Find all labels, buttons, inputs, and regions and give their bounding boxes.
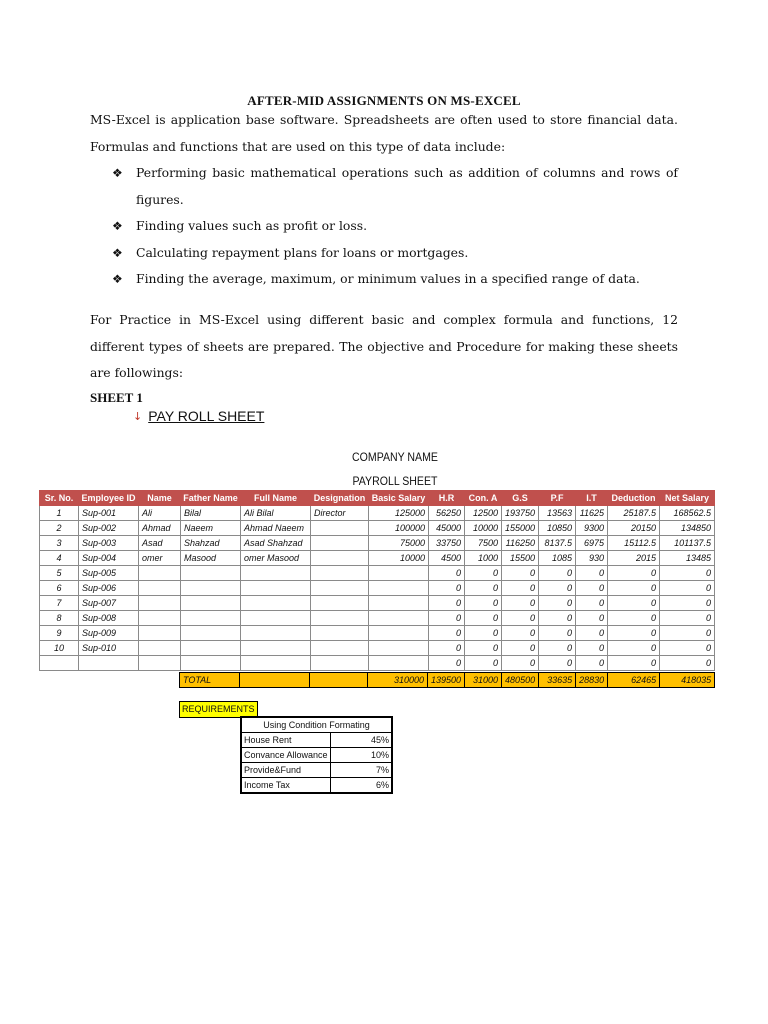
table-cell[interactable]: 4 — [40, 551, 79, 566]
table-cell[interactable]: 0 — [502, 656, 539, 671]
table-cell[interactable]: Ahmad — [139, 521, 181, 536]
table-cell[interactable]: Director — [311, 506, 369, 521]
table-cell[interactable]: 0 — [660, 566, 715, 581]
table-row — [40, 506, 715, 521]
table-cell[interactable] — [181, 596, 241, 611]
table-cell[interactable]: Naeem — [181, 521, 241, 536]
table-cell[interactable] — [241, 626, 311, 641]
table-cell[interactable]: 0 — [576, 596, 608, 611]
table-cell[interactable]: Bilal — [181, 506, 241, 521]
bullet-text: Performing basic mathematical operations such as addition of columns and rows of figures. — [136, 165, 678, 207]
table-cell[interactable]: Sup-009 — [79, 626, 139, 641]
company-name: COMPANY NAME — [352, 450, 438, 464]
table-cell[interactable]: 0 — [576, 566, 608, 581]
table-cell[interactable]: 0 — [576, 581, 608, 596]
total-cell[interactable] — [240, 673, 310, 688]
table-cell[interactable]: 33750 — [429, 536, 465, 551]
table-cell[interactable]: 8137.5 — [539, 536, 576, 551]
column-header: Net Salary — [660, 491, 715, 506]
payroll-sheet-label: PAY ROLL SHEET — [148, 408, 265, 424]
bullet-item — [112, 240, 678, 267]
table-cell[interactable]: 3 — [40, 536, 79, 551]
table-cell[interactable] — [139, 641, 181, 656]
table-cell[interactable] — [139, 656, 181, 671]
table-cell[interactable] — [369, 656, 429, 671]
table-row — [40, 596, 715, 611]
table-cell[interactable]: 0 — [502, 596, 539, 611]
table-cell[interactable] — [311, 521, 369, 536]
table-cell[interactable]: 193750 — [502, 506, 539, 521]
table-cell[interactable]: 0 — [429, 626, 465, 641]
total-cell[interactable]: 139500 — [428, 673, 465, 688]
table-cell[interactable] — [241, 596, 311, 611]
table-cell[interactable] — [311, 566, 369, 581]
table-cell[interactable]: 13485 — [660, 551, 715, 566]
table-cell[interactable]: 0 — [539, 641, 576, 656]
table-cell[interactable]: 0 — [660, 611, 715, 626]
table-cell[interactable] — [241, 611, 311, 626]
table-cell[interactable]: 0 — [465, 566, 502, 581]
table-cell[interactable] — [369, 581, 429, 596]
total-cell[interactable] — [310, 673, 368, 688]
requirements-row — [241, 763, 392, 778]
column-header: Sr. No. — [40, 491, 79, 506]
table-cell[interactable]: Ali — [139, 506, 181, 521]
bullet-list — [112, 160, 678, 293]
table-cell[interactable] — [241, 566, 311, 581]
requirement-value[interactable]: 10% — [330, 748, 392, 763]
table-cell[interactable]: 0 — [502, 626, 539, 641]
table-cell[interactable]: Sup-008 — [79, 611, 139, 626]
table-cell[interactable]: 0 — [465, 581, 502, 596]
requirements-row — [241, 778, 392, 794]
requirements-table — [240, 716, 393, 794]
column-header: Employee ID — [79, 491, 139, 506]
table-cell[interactable]: 10000 — [369, 551, 429, 566]
column-header: Full Name — [241, 491, 311, 506]
table-cell[interactable]: 10000 — [465, 521, 502, 536]
bullet-text: Finding the average, maximum, or minimum values in a specified range of data. — [136, 271, 640, 286]
column-header: Basic Salary — [369, 491, 429, 506]
requirement-label[interactable]: Convance Allowance — [241, 748, 330, 763]
table-cell[interactable] — [311, 596, 369, 611]
table-cell[interactable]: Sup-002 — [79, 521, 139, 536]
table-cell[interactable]: 5 — [40, 566, 79, 581]
table-cell[interactable] — [139, 581, 181, 596]
table-cell[interactable]: 0 — [660, 596, 715, 611]
table-cell[interactable]: 75000 — [369, 536, 429, 551]
table-cell[interactable]: 0 — [608, 611, 660, 626]
table-cell[interactable]: 0 — [539, 596, 576, 611]
table-cell[interactable] — [311, 641, 369, 656]
total-cell[interactable]: 31000 — [465, 673, 502, 688]
bullet-item — [112, 266, 678, 293]
total-row-table — [179, 672, 715, 688]
bullet-item — [112, 160, 678, 213]
table-cell[interactable]: 2 — [40, 521, 79, 536]
table-cell[interactable]: 7 — [40, 596, 79, 611]
diamond-bullet-icon: ❖ — [112, 166, 123, 180]
table-row — [40, 521, 715, 536]
table-cell[interactable]: 11625 — [576, 506, 608, 521]
table-cell[interactable]: 0 — [539, 656, 576, 671]
table-cell[interactable] — [139, 626, 181, 641]
table-cell[interactable]: Sup-005 — [79, 566, 139, 581]
requirement-value[interactable]: 7% — [330, 763, 392, 778]
table-cell[interactable] — [40, 656, 79, 671]
table-cell[interactable]: 930 — [576, 551, 608, 566]
table-cell[interactable]: 125000 — [369, 506, 429, 521]
table-cell[interactable]: 0 — [502, 566, 539, 581]
table-cell[interactable]: 0 — [608, 626, 660, 641]
requirements-header-row — [241, 717, 392, 733]
table-cell[interactable]: Asad Shahzad — [241, 536, 311, 551]
column-header: Name — [139, 491, 181, 506]
table-cell[interactable] — [369, 626, 429, 641]
total-label[interactable]: TOTAL — [180, 673, 240, 688]
table-cell[interactable]: 0 — [608, 641, 660, 656]
table-cell[interactable]: 0 — [576, 611, 608, 626]
table-cell[interactable]: 56250 — [429, 506, 465, 521]
table-cell[interactable]: 9300 — [576, 521, 608, 536]
table-row — [40, 536, 715, 551]
diamond-bullet-icon: ❖ — [112, 245, 123, 260]
document-title: AFTER-MID ASSIGNMENTS ON MS-EXCEL — [247, 93, 521, 108]
column-header: Deduction — [608, 491, 660, 506]
column-header: P.F — [539, 491, 576, 506]
bullet-text: Finding values such as profit or loss. — [136, 218, 368, 233]
table-cell[interactable]: 0 — [465, 596, 502, 611]
table-cell[interactable] — [241, 656, 311, 671]
requirements-header: Using Condition Formating — [241, 717, 392, 733]
total-cell[interactable]: 28830 — [576, 673, 608, 688]
table-cell[interactable]: 0 — [576, 626, 608, 641]
table-cell[interactable]: 0 — [465, 611, 502, 626]
table-cell[interactable]: Sup-007 — [79, 596, 139, 611]
table-cell[interactable]: Sup-003 — [79, 536, 139, 551]
table-row — [40, 641, 715, 656]
table-cell[interactable]: 0 — [576, 641, 608, 656]
table-cell[interactable]: 10 — [40, 641, 79, 656]
table-cell[interactable]: 45000 — [429, 521, 465, 536]
table-cell[interactable]: 15500 — [502, 551, 539, 566]
diamond-bullet-icon: ❖ — [112, 219, 123, 233]
table-row — [40, 551, 715, 566]
table-cell[interactable] — [241, 641, 311, 656]
table-cell[interactable]: 12500 — [465, 506, 502, 521]
table-row — [40, 626, 715, 641]
table-cell[interactable]: 15112.5 — [608, 536, 660, 551]
column-header: G.S — [502, 491, 539, 506]
table-cell[interactable]: 0 — [429, 581, 465, 596]
table-cell[interactable]: omer Masood — [241, 551, 311, 566]
requirement-label[interactable]: Income Tax — [241, 778, 330, 794]
requirements-label: REQUIREMENTS — [179, 701, 258, 718]
table-cell[interactable] — [79, 656, 139, 671]
table-cell[interactable]: 0 — [539, 611, 576, 626]
requirement-label[interactable]: House Rent — [241, 733, 330, 748]
requirements-row — [241, 733, 392, 748]
total-cell[interactable]: 480500 — [502, 673, 539, 688]
bullet-item — [112, 213, 678, 240]
table-cell[interactable]: 13563 — [539, 506, 576, 521]
table-cell[interactable]: Sup-010 — [79, 641, 139, 656]
table-cell[interactable]: 168562.5 — [660, 506, 715, 521]
table-cell[interactable]: Asad — [139, 536, 181, 551]
table-cell[interactable]: 6 — [40, 581, 79, 596]
table-cell[interactable]: 134850 — [660, 521, 715, 536]
table-cell[interactable]: 1085 — [539, 551, 576, 566]
payroll-sheet-link[interactable] — [133, 408, 264, 425]
table-cell[interactable]: Masood — [181, 551, 241, 566]
table-cell[interactable]: 7500 — [465, 536, 502, 551]
arrow-down-icon: ↓ — [133, 410, 143, 423]
requirements-row — [241, 748, 392, 763]
total-cell[interactable]: 310000 — [368, 673, 428, 688]
table-cell[interactable] — [139, 596, 181, 611]
table-row — [40, 581, 715, 596]
table-cell[interactable]: omer — [139, 551, 181, 566]
table-row — [40, 566, 715, 581]
table-cell[interactable] — [139, 611, 181, 626]
table-cell[interactable] — [311, 656, 369, 671]
payroll-title: PAYROLL SHEET — [352, 474, 438, 488]
table-cell[interactable]: 0 — [576, 656, 608, 671]
table-cell[interactable]: 0 — [502, 641, 539, 656]
table-cell[interactable] — [311, 581, 369, 596]
table-cell[interactable]: 10850 — [539, 521, 576, 536]
table-cell[interactable]: 4500 — [429, 551, 465, 566]
table-cell[interactable]: Sup-001 — [79, 506, 139, 521]
table-cell[interactable]: 0 — [660, 626, 715, 641]
table-cell[interactable]: 0 — [502, 581, 539, 596]
table-cell[interactable]: Ali Bilal — [241, 506, 311, 521]
requirement-value[interactable]: 45% — [330, 733, 392, 748]
table-cell[interactable]: 155000 — [502, 521, 539, 536]
table-cell[interactable] — [369, 641, 429, 656]
total-row — [180, 673, 715, 688]
table-cell[interactable]: 25187.5 — [608, 506, 660, 521]
table-cell[interactable] — [181, 656, 241, 671]
table-cell[interactable]: 0 — [539, 566, 576, 581]
table-cell[interactable]: Shahzad — [181, 536, 241, 551]
table-cell[interactable] — [369, 566, 429, 581]
table-row — [40, 656, 715, 671]
table-cell[interactable]: 0 — [608, 566, 660, 581]
table-cell[interactable]: Sup-004 — [79, 551, 139, 566]
table-cell[interactable]: 9 — [40, 626, 79, 641]
total-cell[interactable]: 418035 — [660, 673, 715, 688]
table-cell[interactable]: 0 — [660, 656, 715, 671]
table-cell[interactable] — [311, 551, 369, 566]
bullet-text: Calculating repayment plans for loans or mortgages. — [136, 244, 469, 260]
table-cell[interactable]: 0 — [429, 611, 465, 626]
table-cell[interactable] — [311, 536, 369, 551]
column-header: H.R — [429, 491, 465, 506]
table-cell[interactable] — [311, 626, 369, 641]
table-cell[interactable] — [369, 596, 429, 611]
table-cell[interactable]: 0 — [539, 581, 576, 596]
requirement-label[interactable]: Provide&Fund — [241, 763, 330, 778]
table-cell[interactable]: 1 — [40, 506, 79, 521]
table-cell[interactable] — [369, 611, 429, 626]
practice-paragraph: For Practice in MS-Excel using different basic and complex formula and functions, 12 different types of sheets are prepared. The objective and Procedure for making these sheets are followings: — [90, 312, 678, 380]
table-cell[interactable]: 101137.5 — [660, 536, 715, 551]
table-cell[interactable]: Sup-006 — [79, 581, 139, 596]
table-cell[interactable] — [181, 581, 241, 596]
total-cell[interactable]: 33635 — [539, 673, 576, 688]
table-cell[interactable]: 8 — [40, 611, 79, 626]
table-cell[interactable]: 6975 — [576, 536, 608, 551]
column-header: Con. A — [465, 491, 502, 506]
column-header: Father Name — [181, 491, 241, 506]
table-cell[interactable]: 0 — [660, 641, 715, 656]
table-cell[interactable] — [139, 566, 181, 581]
table-cell[interactable]: 0 — [465, 626, 502, 641]
table-cell[interactable]: Ahmad Naeem — [241, 521, 311, 536]
table-cell[interactable]: 100000 — [369, 521, 429, 536]
table-cell[interactable]: 0 — [608, 596, 660, 611]
sheet-heading: SHEET 1 — [90, 390, 143, 405]
column-header: I.T — [576, 491, 608, 506]
table-cell[interactable]: 0 — [429, 656, 465, 671]
total-cell[interactable]: 62465 — [608, 673, 660, 688]
table-cell[interactable]: 0 — [429, 566, 465, 581]
column-header: Designation — [311, 491, 369, 506]
table-cell[interactable] — [181, 611, 241, 626]
table-cell[interactable]: 2015 — [608, 551, 660, 566]
table-cell[interactable] — [181, 626, 241, 641]
requirement-value[interactable]: 6% — [330, 778, 392, 794]
table-cell[interactable]: 0 — [608, 656, 660, 671]
table-cell[interactable]: 116250 — [502, 536, 539, 551]
table-cell[interactable]: 20150 — [608, 521, 660, 536]
table-cell[interactable]: 0 — [429, 596, 465, 611]
table-cell[interactable]: 1000 — [465, 551, 502, 566]
diamond-bullet-icon: ❖ — [112, 272, 123, 286]
table-cell[interactable]: 0 — [465, 656, 502, 671]
intro-paragraph: MS-Excel is application base software. Spreadsheets are often used to store financial data. Formulas and functions that are used on this type of data include: — [90, 112, 678, 154]
payroll-table — [39, 490, 715, 671]
table-cell[interactable]: 0 — [465, 641, 502, 656]
table-cell[interactable]: 0 — [660, 581, 715, 596]
table-header-row — [40, 491, 715, 506]
table-cell[interactable] — [241, 581, 311, 596]
table-cell[interactable]: 0 — [539, 626, 576, 641]
table-cell[interactable] — [181, 566, 241, 581]
table-cell[interactable]: 0 — [608, 581, 660, 596]
table-cell[interactable] — [181, 641, 241, 656]
table-row — [40, 611, 715, 626]
table-cell[interactable] — [311, 611, 369, 626]
table-cell[interactable]: 0 — [429, 641, 465, 656]
table-cell[interactable]: 0 — [502, 611, 539, 626]
